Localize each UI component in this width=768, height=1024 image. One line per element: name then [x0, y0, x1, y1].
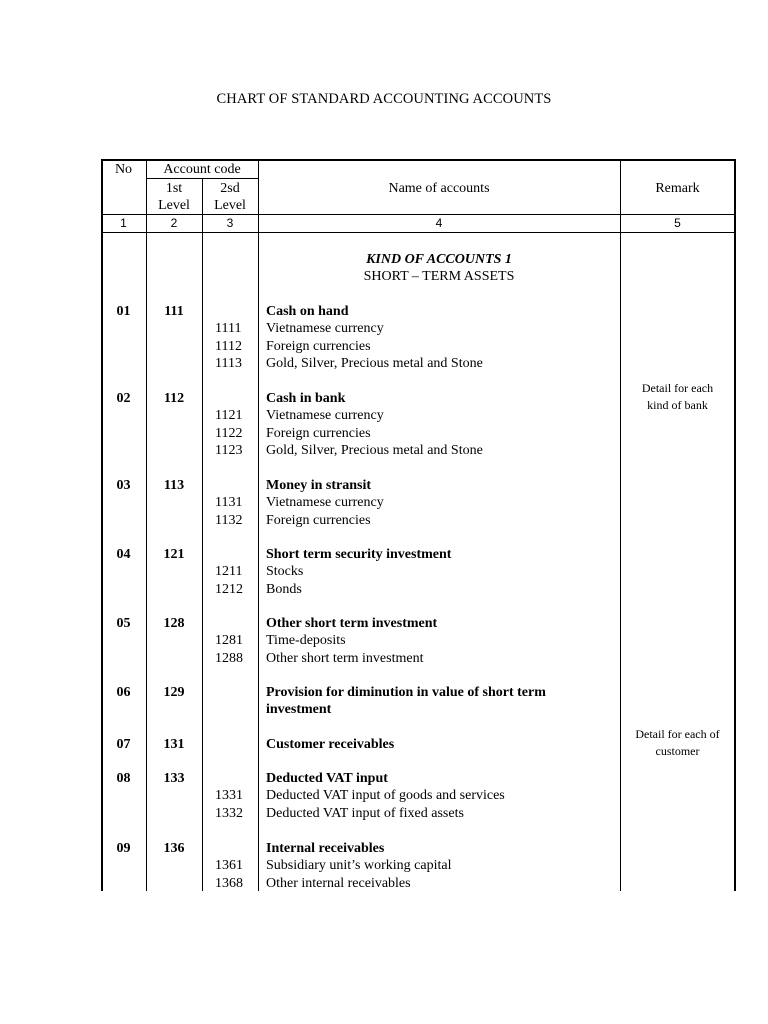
section-name: SHORT – TERM ASSETS: [363, 269, 515, 284]
header-no: No: [114, 162, 133, 177]
header-level2: 2sd: [220, 181, 240, 196]
sub-account-name: Foreign currencies: [266, 512, 371, 528]
account-name: Cash in bank: [266, 391, 346, 406]
remark-text: kind of bank: [647, 398, 708, 412]
account-code-level2: 1111: [215, 321, 242, 337]
account-name: Internal receivables: [266, 841, 385, 856]
account-name: Customer receivables: [266, 737, 395, 752]
header-name: Name of accounts: [388, 181, 490, 196]
account-number: 07: [116, 737, 131, 752]
account-name: Deducted VAT input: [266, 771, 388, 786]
account-number: 09: [116, 841, 131, 856]
account-code-level1: 112: [163, 391, 185, 406]
sub-account-name: Foreign currencies: [266, 425, 371, 441]
sub-account-name: Vietnamese currency: [266, 408, 384, 424]
sub-account-name: Bonds: [266, 581, 302, 597]
account-code-level1: 133: [163, 771, 185, 786]
sub-account-name: Vietnamese currency: [266, 321, 384, 337]
account-number: 06: [116, 685, 131, 700]
header-account-code: Account code: [163, 162, 241, 177]
account-code-level2: 1113: [215, 356, 242, 372]
account-code-level2: 1361: [215, 858, 243, 874]
column-number: 4: [435, 216, 443, 230]
sub-account-name: Deducted VAT input of goods and services: [266, 788, 505, 804]
account-code-level2: 1123: [215, 443, 243, 459]
column-number: 1: [120, 216, 127, 230]
account-code-level2: 1281: [215, 633, 243, 649]
account-number: 02: [116, 391, 131, 406]
account-number: 03: [116, 478, 131, 493]
account-code-level2: 1132: [215, 512, 243, 528]
sub-account-name: Subsidiary unit’s working capital: [266, 858, 452, 874]
remark-text: customer: [655, 744, 700, 758]
header-divider: [101, 232, 736, 233]
sub-account-name: Deducted VAT input of fixed assets: [266, 805, 464, 821]
account-code-level2: 1212: [215, 581, 243, 597]
header-remark: Remark: [655, 181, 700, 196]
account-number: 04: [116, 547, 131, 562]
account-number: 08: [116, 771, 131, 786]
account-code-level2: 1368: [215, 875, 243, 891]
column-number: 3: [226, 216, 234, 230]
header-divider: [146, 178, 258, 179]
account-code-level1: 121: [163, 547, 185, 562]
column-divider: [202, 178, 203, 891]
account-code-level2: 1122: [215, 425, 243, 441]
account-name: Short term security investment: [266, 547, 452, 562]
sub-account-name: Foreign currencies: [266, 338, 371, 354]
header-level1: Level: [158, 198, 190, 213]
account-name: Cash on hand: [266, 304, 349, 319]
account-name: Money in stransit: [266, 478, 371, 493]
account-code-level2: 1332: [215, 805, 243, 821]
column-number: 2: [170, 216, 178, 230]
account-name: Provision for diminution in value of short term: [266, 685, 546, 700]
account-number: 05: [116, 616, 131, 631]
header-level2: Level: [214, 198, 246, 213]
sub-account-name: Time-deposits: [266, 633, 346, 649]
document-title: CHART OF STANDARD ACCOUNTING ACCOUNTS: [216, 91, 552, 107]
account-code-level1: 113: [163, 478, 185, 493]
account-name: Other short term investment: [266, 616, 438, 631]
account-code-level2: 1131: [215, 495, 243, 511]
account-name: investment: [266, 702, 332, 718]
account-number: 01: [116, 304, 131, 319]
table-border-right: [734, 159, 736, 891]
account-code-level2: 1112: [215, 338, 242, 354]
column-divider: [620, 159, 621, 891]
account-code-level2: 1331: [215, 788, 243, 804]
account-code-level1: 129: [163, 685, 185, 700]
account-code-level1: 131: [163, 737, 185, 752]
account-code-level2: 1121: [215, 408, 243, 424]
account-code-level1: 128: [163, 616, 185, 631]
remark-text: Detail for each: [641, 381, 714, 395]
header-level1: 1st: [165, 181, 183, 196]
account-code-level2: 1288: [215, 650, 243, 666]
section-kind: KIND OF ACCOUNTS 1: [366, 252, 512, 267]
account-code-level1: 136: [163, 841, 185, 856]
account-code-level2: 1211: [215, 564, 243, 580]
sub-account-name: Stocks: [266, 564, 304, 580]
account-code-level1: 111: [164, 304, 184, 319]
sub-account-name: Other internal receivables: [266, 875, 411, 891]
sub-account-name: Other short term investment: [266, 650, 424, 666]
column-number: 5: [674, 216, 681, 230]
sub-account-name: Gold, Silver, Precious metal and Stone: [266, 443, 483, 459]
sub-account-name: Gold, Silver, Precious metal and Stone: [266, 356, 483, 372]
sub-account-name: Vietnamese currency: [266, 495, 384, 511]
remark-text: Detail for each of: [635, 727, 720, 741]
